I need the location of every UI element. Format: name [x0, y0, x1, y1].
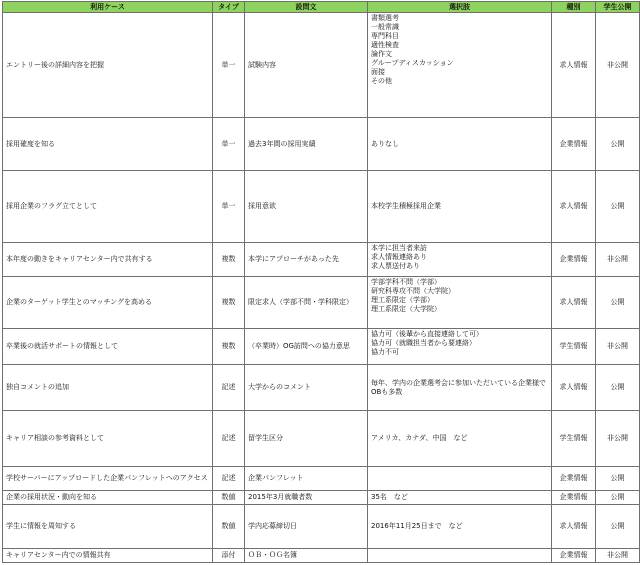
header-question: 設問文 [245, 2, 368, 13]
use-case-cell: 学生に情報を周知する [3, 505, 213, 549]
category-cell: 企業情報 [552, 118, 596, 171]
question-cell: 留学生区分 [245, 411, 368, 467]
table-row [3, 13, 640, 118]
category-cell: 求人情報 [552, 505, 596, 549]
choice-item: 協力可（後輩から直接連絡して可） [371, 330, 483, 338]
use-case-cell: 採用確度を知る [3, 118, 213, 171]
choices-cell [368, 329, 552, 365]
use-case-cell [3, 277, 213, 329]
header-row [3, 2, 640, 13]
public-cell: 非公開 [596, 549, 640, 563]
choice-item: グループディスカッション [371, 59, 454, 67]
table-row [3, 277, 640, 329]
category-cell: 求人情報 [552, 365, 596, 411]
public-cell: 公開 [596, 365, 640, 411]
choice-item: 毎年、学内の企業選考会に参加いただいている企業様でOBも多数 [371, 378, 546, 396]
question-cell: 学内応募締切日 [245, 505, 368, 549]
header-choices: 選択肢 [368, 2, 552, 13]
question-cell: 過去3年間の採用実績 [245, 118, 368, 171]
category-cell: 企業情報 [552, 549, 596, 563]
use-case-cell: 企業の採用状況・動向を知る [3, 491, 213, 505]
table-row [3, 171, 640, 243]
choice-item: ありなし [371, 139, 399, 148]
survey-table [2, 1, 640, 563]
table-row [3, 365, 640, 411]
choice-item: 理工系限定（学部） [371, 296, 434, 304]
choice-item: 一般常識 [371, 23, 399, 31]
question-cell: 企業パンフレット [245, 467, 368, 491]
question-cell: 採用意欲 [245, 171, 368, 243]
choice-item: 論作文 [371, 50, 392, 58]
question-cell: ＯＢ・ＯＧ名簿 [245, 549, 368, 563]
category-cell: 求人情報 [552, 13, 596, 118]
use-case-cell: エントリー後の詳細内容を把握 [3, 13, 213, 118]
choice-item: 学部学科不問（学部） [371, 278, 441, 286]
choices-cell [368, 411, 552, 467]
header-use-case: 利用ケース [3, 2, 213, 13]
question-cell: 大学からのコメント [245, 365, 368, 411]
choice-item: 研究科専攻不問（大学院） [371, 287, 455, 295]
category-cell: 求人情報 [552, 277, 596, 329]
choices-cell [368, 467, 552, 491]
use-case-cell: 採用企業のフラグ立てとして [3, 171, 213, 243]
public-cell: 公開 [596, 491, 640, 505]
table-row [3, 549, 640, 563]
type-cell: 記述 [213, 467, 245, 491]
choice-item: 協力可（就職担当者から要連絡） [371, 339, 476, 347]
public-cell: 非公開 [596, 411, 640, 467]
public-cell: 公開 [596, 467, 640, 491]
choice-item: 本学に担当者来訪 [371, 244, 427, 252]
category-cell: 学生情報 [552, 411, 596, 467]
public-cell: 非公開 [596, 329, 640, 365]
question-cell: 試験内容 [245, 13, 368, 118]
table-row [3, 467, 640, 491]
type-cell: 複数 [213, 243, 245, 277]
type-cell: 添付 [213, 549, 245, 563]
type-cell: 単一 [213, 13, 245, 118]
choices-cell: 2016年11月25日まで など [368, 505, 552, 549]
use-case-cell: 独自コメントの追加 [3, 365, 213, 411]
category-cell: 企業情報 [552, 467, 596, 491]
choice-item: その他 [371, 77, 392, 85]
table-row [3, 118, 640, 171]
public-cell: 非公開 [596, 13, 640, 118]
use-case-cell: キャリア相談の参考資料として [3, 411, 213, 467]
use-case-cell: 卒業後の就活サポートの情報として [3, 329, 213, 365]
public-cell: 公開 [596, 118, 640, 171]
header-type: タイプ [213, 2, 245, 13]
type-cell: 単一 [213, 171, 245, 243]
choice-item: 面接 [371, 68, 385, 76]
type-cell: 複数 [213, 329, 245, 365]
use-case-cell: 学校サーバーにアップロードした企業パンフレットへのアクセス [3, 467, 213, 491]
use-case-cell: キャリアセンター内での情報共有 [3, 549, 213, 563]
use-case-cell: 本年度の動きをキャリアセンター内で共有する [3, 243, 213, 277]
table-row [3, 411, 640, 467]
choices-cell [368, 365, 552, 411]
table-row [3, 243, 640, 277]
choice-item: アメリカ、カナダ、中国 など [371, 434, 468, 442]
category-cell: 企業情報 [552, 243, 596, 277]
header-category: 種別 [552, 2, 596, 13]
public-cell: 公開 [596, 171, 640, 243]
choices-cell [368, 549, 552, 563]
use-case-text: 企業のターゲット学生とのマッチングを高める [6, 298, 152, 306]
header-public: 学生公開 [596, 2, 640, 13]
choices-cell [368, 118, 552, 171]
table-row [3, 329, 640, 365]
choice-item: 書類選考 [371, 14, 399, 22]
type-cell: 数値 [213, 491, 245, 505]
type-cell: 記述 [213, 411, 245, 467]
category-cell: 求人情報 [552, 171, 596, 243]
choices-cell [368, 13, 552, 118]
public-cell: 公開 [596, 505, 640, 549]
question-cell: 2015年3月就職者数 [245, 491, 368, 505]
choice-item: 専門科目 [371, 32, 399, 40]
choices-cell [368, 243, 552, 277]
type-cell: 単一 [213, 118, 245, 171]
question-cell: 限定求人（学部不問・学科限定） [245, 277, 368, 329]
choice-item: 求人票送付あり [371, 262, 420, 270]
table-row [3, 505, 640, 549]
public-cell: 公開 [596, 277, 640, 329]
type-cell: 複数 [213, 277, 245, 329]
table-row [3, 491, 640, 505]
type-cell: 記述 [213, 365, 245, 411]
choices-cell [368, 171, 552, 243]
choices-cell [368, 277, 552, 329]
category-cell: 企業情報 [552, 491, 596, 505]
public-cell: 非公開 [596, 243, 640, 277]
choice-item: 本校学生積極採用企業 [371, 202, 441, 210]
question-cell: （卒業時）OG訪問への協力意思 [245, 329, 368, 365]
choices-cell: 35名 など [368, 491, 552, 505]
choice-item: 理工系限定（大学院） [371, 305, 441, 313]
choice-item: 協力不可 [371, 348, 399, 356]
category-cell: 学生情報 [552, 329, 596, 365]
question-cell: 本学にアプローチがあった先 [245, 243, 368, 277]
choice-item: 適性検査 [371, 41, 399, 49]
choice-item: 求人情報連絡あり [371, 253, 427, 261]
type-cell: 数値 [213, 505, 245, 549]
